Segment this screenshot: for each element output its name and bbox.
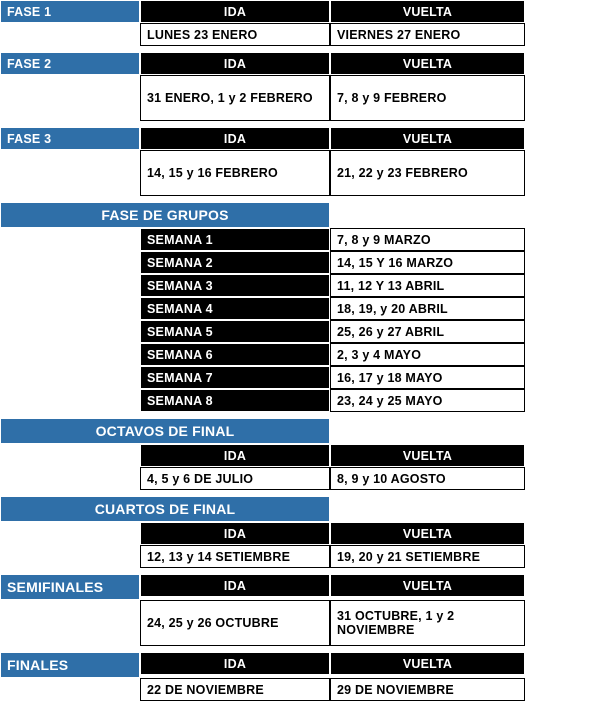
week-dates: 2, 3 y 4 MAYO xyxy=(330,343,525,366)
octavos-vuelta-dates: 8, 9 y 10 AGOSTO xyxy=(330,467,525,490)
fase-2-vuelta-dates: 7, 8 y 9 FEBRERO xyxy=(330,75,525,121)
week-label: SEMANA 7 xyxy=(140,366,330,389)
table-row xyxy=(0,467,565,490)
column-header-ida: IDA xyxy=(140,0,330,23)
round-title-finales: FINALES xyxy=(0,652,140,678)
phase-label-fase-1: FASE 1 xyxy=(0,0,140,23)
spacer-cell xyxy=(0,522,140,545)
week-label: SEMANA 2 xyxy=(140,251,330,274)
spacer-cell xyxy=(0,467,140,490)
spacer-cell xyxy=(0,75,140,121)
table-row xyxy=(0,251,565,274)
cuartos-vuelta-dates: 19, 20 y 21 SETIEMBRE xyxy=(330,545,525,568)
table-row xyxy=(0,150,565,196)
table-row xyxy=(0,366,565,389)
table-row xyxy=(0,496,565,522)
week-label: SEMANA 3 xyxy=(140,274,330,297)
spacer-cell xyxy=(0,228,140,251)
column-header-vuelta: VUELTA xyxy=(330,522,525,545)
week-label: SEMANA 1 xyxy=(140,228,330,251)
spacer-cell xyxy=(0,678,140,701)
table-row xyxy=(0,297,565,320)
cuartos-ida-dates: 12, 13 y 14 SETIEMBRE xyxy=(140,545,330,568)
table-row xyxy=(0,23,565,46)
phase-label-fase-3: FASE 3 xyxy=(0,127,140,150)
spacer-cell xyxy=(0,600,140,646)
phase-label-fase-2: FASE 2 xyxy=(0,52,140,75)
semifinales-vuelta-dates: 31 OCTUBRE, 1 y 2 NOVIEMBRE xyxy=(330,600,525,646)
table-row xyxy=(0,600,565,646)
spacer-cell xyxy=(330,496,525,522)
week-label: SEMANA 4 xyxy=(140,297,330,320)
column-header-vuelta: VUELTA xyxy=(330,444,525,467)
column-header-ida: IDA xyxy=(140,444,330,467)
week-dates: 7, 8 y 9 MARZO xyxy=(330,228,525,251)
table-row xyxy=(0,444,565,467)
spacer-cell xyxy=(330,418,525,444)
table-row xyxy=(0,75,565,121)
round-title-cuartos: CUARTOS DE FINAL xyxy=(0,496,330,522)
round-title-octavos: OCTAVOS DE FINAL xyxy=(0,418,330,444)
spacer-cell xyxy=(0,343,140,366)
table-row xyxy=(0,274,565,297)
week-label: SEMANA 6 xyxy=(140,343,330,366)
table-row xyxy=(0,678,565,701)
column-header-ida: IDA xyxy=(140,574,330,597)
fase-1-vuelta-dates: VIERNES 27 ENERO xyxy=(330,23,525,46)
table-row xyxy=(0,574,565,600)
table-row xyxy=(0,652,565,678)
spacer-cell xyxy=(0,444,140,467)
spacer-cell xyxy=(0,274,140,297)
fase-1-ida-dates: LUNES 23 ENERO xyxy=(140,23,330,46)
week-dates: 16, 17 y 18 MAYO xyxy=(330,366,525,389)
column-header-vuelta: VUELTA xyxy=(330,652,525,675)
fase-3-ida-dates: 14, 15 y 16 FEBRERO xyxy=(140,150,330,196)
spacer-cell xyxy=(0,23,140,46)
fase-2-ida-dates: 31 ENERO, 1 y 2 FEBRERO xyxy=(140,75,330,121)
table-row xyxy=(0,127,565,150)
week-dates: 23, 24 y 25 MAYO xyxy=(330,389,525,412)
table-row xyxy=(0,0,565,23)
fase-3-vuelta-dates: 21, 22 y 23 FEBRERO xyxy=(330,150,525,196)
column-header-ida: IDA xyxy=(140,127,330,150)
spacer-cell xyxy=(330,202,525,228)
group-stage-title: FASE DE GRUPOS xyxy=(0,202,330,228)
spacer-cell xyxy=(0,150,140,196)
spacer-cell xyxy=(0,297,140,320)
week-dates: 11, 12 Y 13 ABRIL xyxy=(330,274,525,297)
spacer-cell xyxy=(0,389,140,412)
column-header-ida: IDA xyxy=(140,52,330,75)
column-header-vuelta: VUELTA xyxy=(330,574,525,597)
column-header-ida: IDA xyxy=(140,522,330,545)
column-header-ida: IDA xyxy=(140,652,330,675)
finales-ida-dates: 22 DE NOVIEMBRE xyxy=(140,678,330,701)
week-dates: 18, 19, y 20 ABRIL xyxy=(330,297,525,320)
table-row xyxy=(0,418,565,444)
table-row xyxy=(0,320,565,343)
spacer-cell xyxy=(0,251,140,274)
octavos-ida-dates: 4, 5 y 6 DE JULIO xyxy=(140,467,330,490)
spacer-cell xyxy=(0,320,140,343)
column-header-vuelta: VUELTA xyxy=(330,127,525,150)
spacer-cell xyxy=(0,545,140,568)
week-dates: 14, 15 Y 16 MARZO xyxy=(330,251,525,274)
round-title-semifinales: SEMIFINALES xyxy=(0,574,140,600)
table-row xyxy=(0,52,565,75)
column-header-vuelta: VUELTA xyxy=(330,0,525,23)
spacer-cell xyxy=(0,366,140,389)
week-label: SEMANA 5 xyxy=(140,320,330,343)
table-row xyxy=(0,545,565,568)
table-row xyxy=(0,343,565,366)
table-row xyxy=(0,228,565,251)
semifinales-ida-dates: 24, 25 y 26 OCTUBRE xyxy=(140,600,330,646)
week-dates: 25, 26 y 27 ABRIL xyxy=(330,320,525,343)
finales-vuelta-dates: 29 DE NOVIEMBRE xyxy=(330,678,525,701)
table-row xyxy=(0,202,565,228)
week-label: SEMANA 8 xyxy=(140,389,330,412)
table-row xyxy=(0,389,565,412)
table-row xyxy=(0,522,565,545)
column-header-vuelta: VUELTA xyxy=(330,52,525,75)
